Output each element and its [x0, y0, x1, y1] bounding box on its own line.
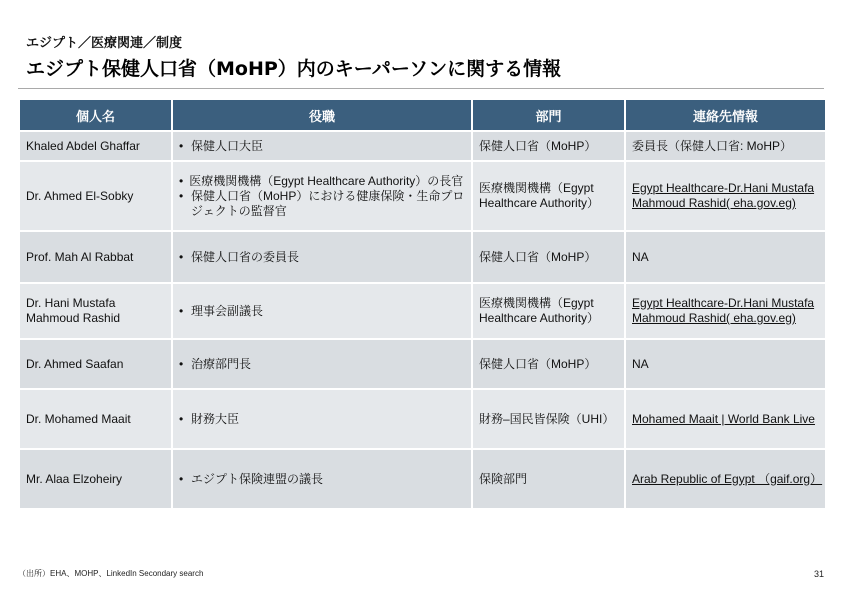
page-title: エジプト保健人口省（MoHP）内のキーパーソンに関する情報 — [26, 58, 562, 80]
contact-cell: NA — [625, 231, 826, 283]
person-name: Dr. Hani Mustafa Mahmoud Rashid — [19, 283, 172, 339]
person-name: Dr. Mohamed Maait — [19, 389, 172, 449]
table-row — [19, 231, 826, 283]
role-cell — [172, 231, 472, 283]
contact-cell: NA — [625, 339, 826, 389]
table-header-row — [19, 99, 826, 131]
role-item: • エジプト保険連盟の議長 — [179, 472, 465, 487]
person-name: Prof. Mah Al Rabbat — [19, 231, 172, 283]
contact-cell: 委員長（保健人口省: MoHP） — [625, 131, 826, 161]
page-number: 31 — [813, 569, 824, 579]
role-cell — [172, 449, 472, 509]
title-divider — [18, 88, 824, 89]
department-cell: 保健人口省（MoHP） — [472, 339, 625, 389]
role-item: • 保健人口省の委員長 — [179, 250, 465, 265]
person-name: Dr. Ahmed Saafan — [19, 339, 172, 389]
table-row — [19, 161, 826, 231]
contact-cell — [625, 449, 826, 509]
department-cell: 財務–国民皆保険（UHI） — [472, 389, 625, 449]
table-row — [19, 449, 826, 509]
contact-cell — [625, 389, 826, 449]
role-item: • 治療部門長 — [179, 357, 465, 372]
role-cell — [172, 389, 472, 449]
source-footnote: （出所）EHA、MOHP、LinkedIn Secondary search — [18, 569, 204, 578]
person-name: Dr. Ahmed El-Sobky — [19, 161, 172, 231]
column-header-department: 部門 — [472, 99, 625, 131]
contact-cell — [625, 161, 826, 231]
role-item: • 保健人口大臣 — [179, 139, 465, 154]
contact-link[interactable]: Arab Republic of Egypt （gaif.org） — [632, 471, 823, 486]
role-cell — [172, 131, 472, 161]
table-row — [19, 389, 826, 449]
role-cell — [172, 283, 472, 339]
column-header-contact: 連絡先情報 — [625, 99, 826, 131]
person-name: Khaled Abdel Ghaffar — [19, 131, 172, 161]
table-row — [19, 339, 826, 389]
role-item: • 医療機関機構（Egypt Healthcare Authority）の長官 — [179, 174, 465, 189]
contact-link[interactable]: Egypt Healthcare-Dr.Hani Mustafa Mahmoud Rashid( eha.gov.eg) — [632, 296, 815, 325]
department-cell: 保健人口省（MoHP） — [472, 231, 625, 283]
role-item: • 財務大臣 — [179, 412, 465, 427]
department-cell: 保険部門 — [472, 449, 625, 509]
contact-cell — [625, 283, 826, 339]
key-person-table — [18, 98, 827, 510]
column-header-name: 個人名 — [19, 99, 172, 131]
role-cell — [172, 161, 472, 231]
column-header-role: 役職 — [172, 99, 472, 131]
table-row — [19, 283, 826, 339]
department-cell: 保健人口省（MoHP） — [472, 131, 625, 161]
person-name: Mr. Alaa Elzoheiry — [19, 449, 172, 509]
role-item: • 理事会副議長 — [179, 304, 465, 319]
contact-link[interactable]: Egypt Healthcare-Dr.Hani Mustafa Mahmoud Rashid( eha.gov.eg) — [632, 181, 815, 210]
department-cell: 医療機関機構（Egypt Healthcare Authority） — [472, 161, 625, 231]
breadcrumb: エジプト／医療関連／制度 — [26, 36, 183, 51]
department-cell: 医療機関機構（Egypt Healthcare Authority） — [472, 283, 625, 339]
role-item: • 保健人口省（MoHP）における健康保険・生命プロジェクトの監督官 — [179, 189, 465, 219]
table-row — [19, 131, 826, 161]
contact-link[interactable]: Mohamed Maait | World Bank Live — [632, 411, 815, 426]
role-cell — [172, 339, 472, 389]
